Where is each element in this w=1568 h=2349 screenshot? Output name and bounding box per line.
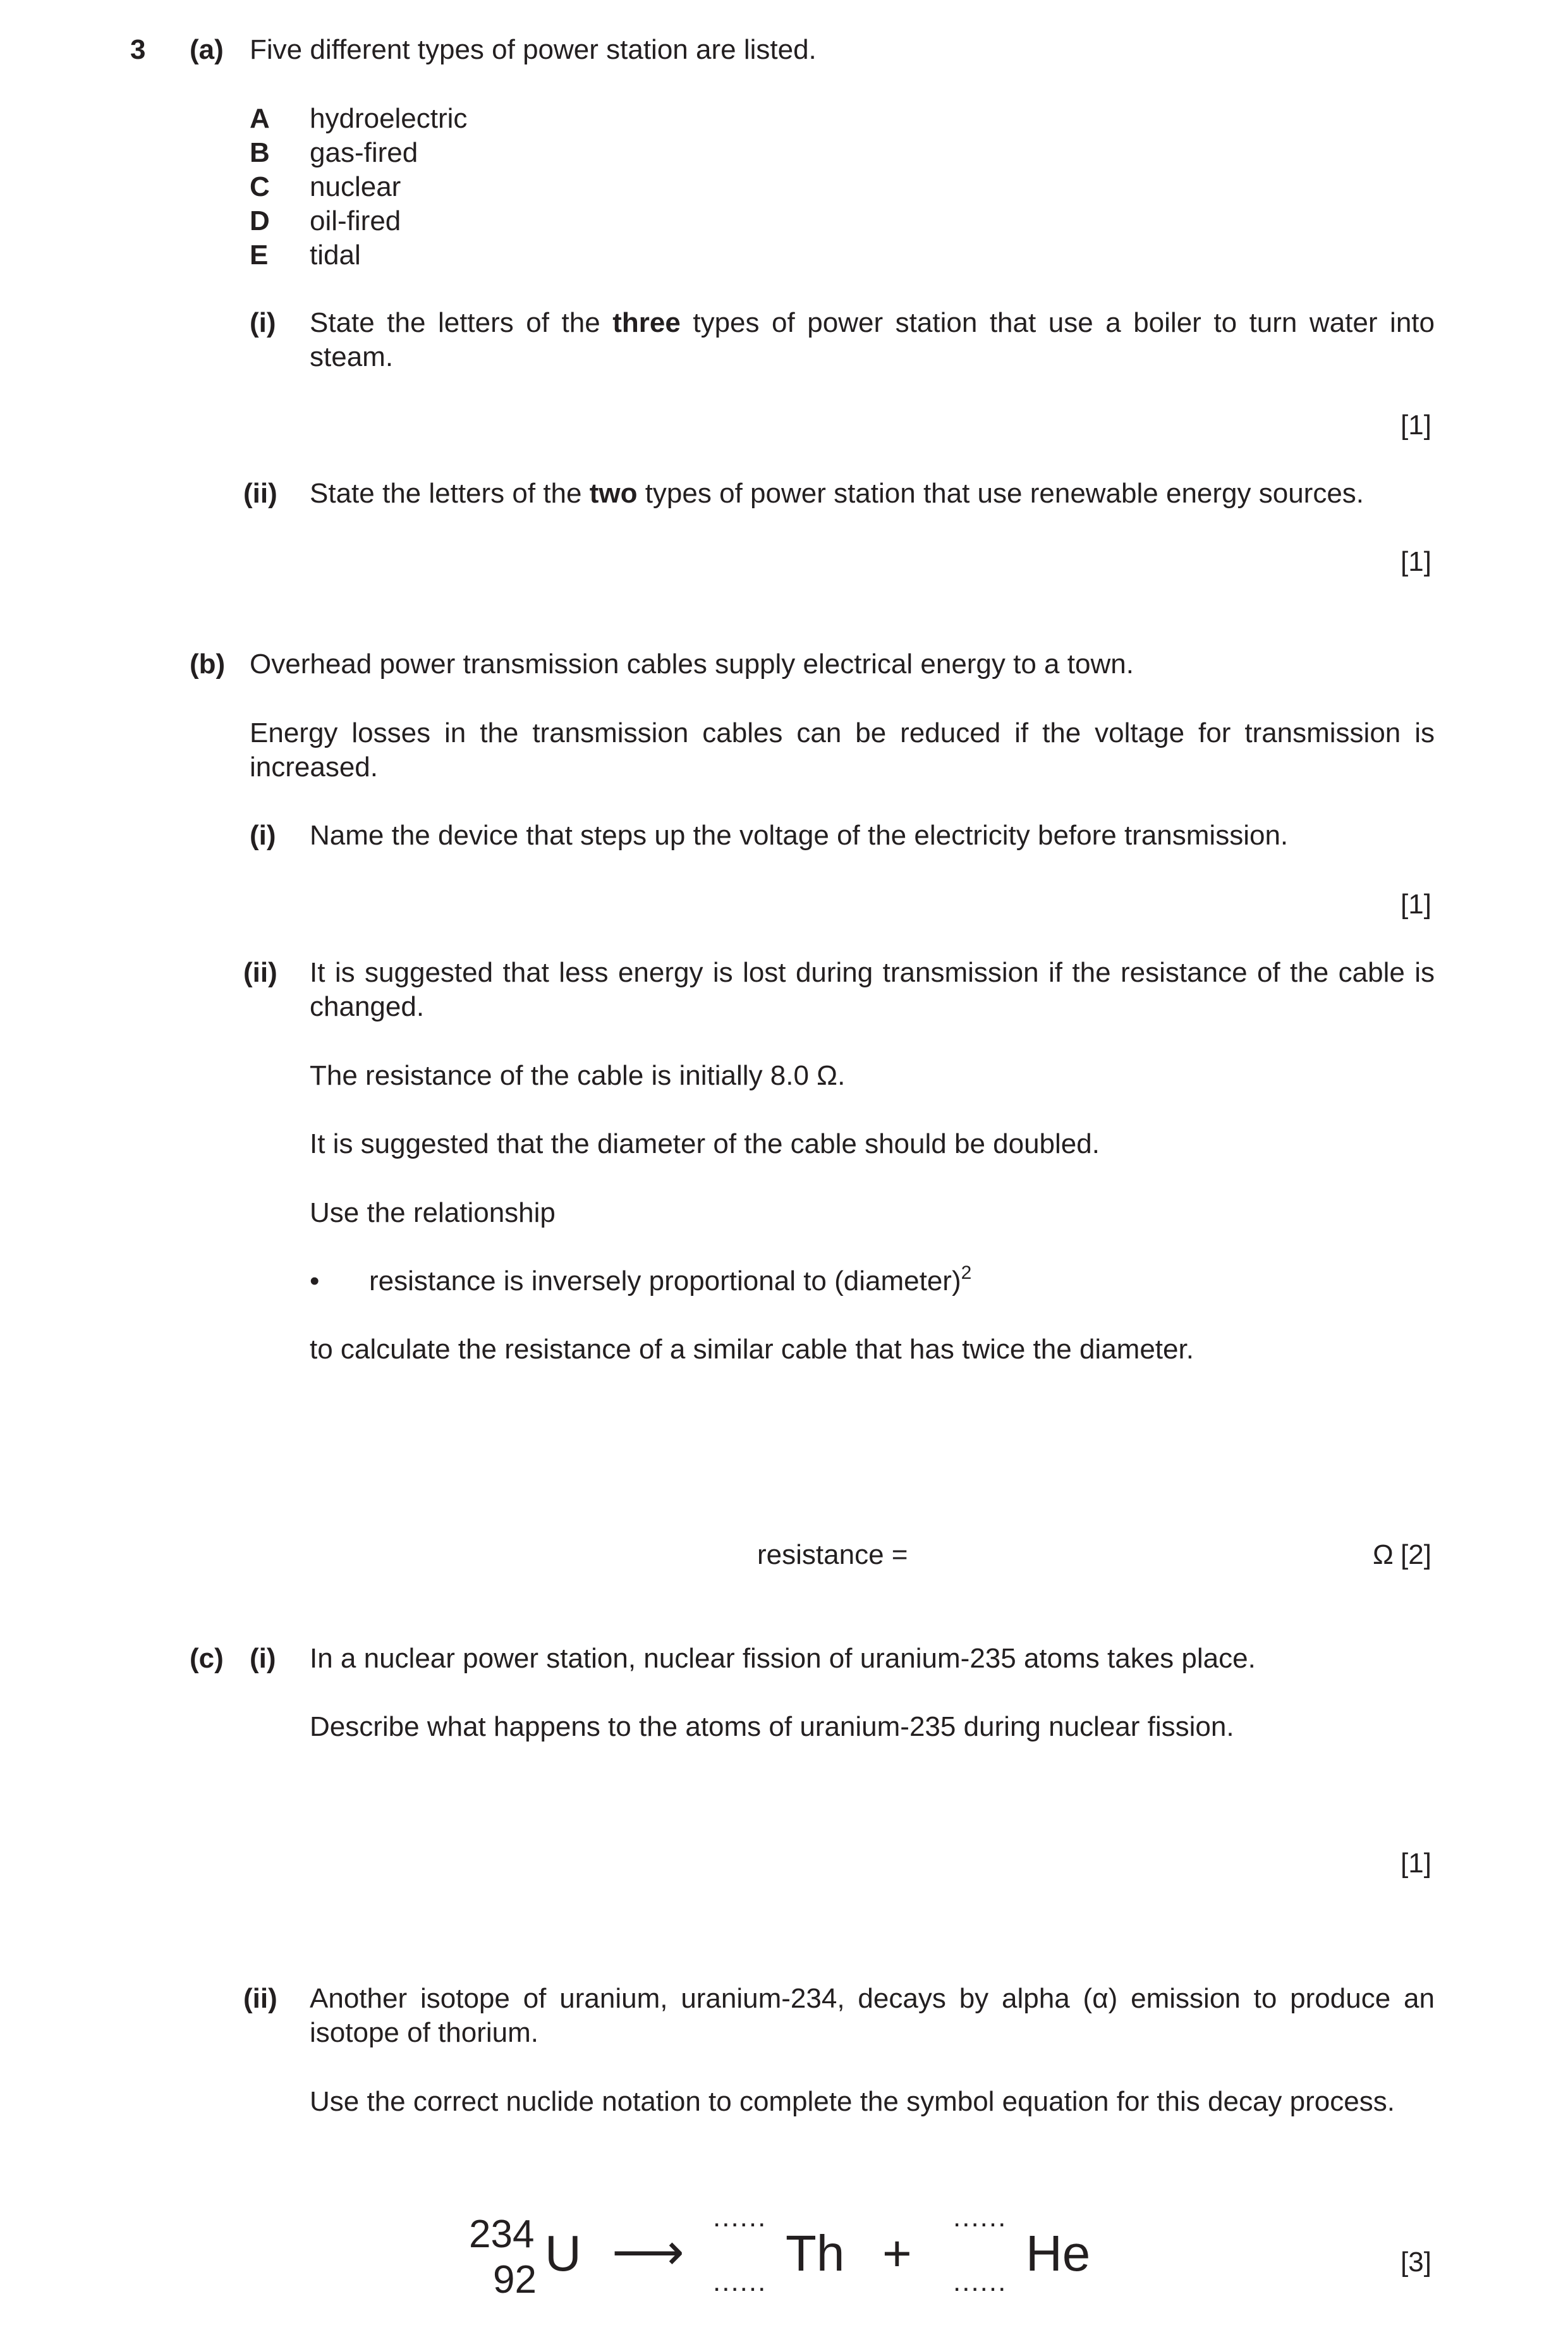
part-b-ii-label: (ii) — [243, 957, 277, 988]
option-text-c: nuclear — [310, 171, 401, 202]
part-b-ii-text-4: Use the relationship — [310, 1197, 556, 1228]
mark-c-ii: [3] — [1401, 2247, 1431, 2278]
part-c-label: (c) — [190, 1643, 224, 1674]
mark-b-i: [1] — [1401, 889, 1431, 920]
option-letter-c: C — [250, 171, 270, 202]
question-number: 3 — [130, 34, 146, 65]
thorium-symbol: Th — [786, 2225, 845, 2281]
part-c-i-text-1: In a nuclear power station, nuclear fission of uranium-235 atoms takes place. — [310, 1643, 1256, 1674]
option-text-d: oil-fired — [310, 205, 401, 236]
mark-a-ii: [1] — [1401, 546, 1431, 577]
part-b-ii-text-5: to calculate the resistance of a similar cable that has twice the diameter. — [310, 1334, 1194, 1365]
thorium-atomic-blank[interactable]: ...... — [713, 2266, 767, 2297]
option-text-b: gas-fired — [310, 137, 418, 168]
mark-a-i: [1] — [1401, 410, 1431, 441]
uranium-symbol: U — [545, 2225, 581, 2281]
part-b-ii-text-1: It is suggested that less energy is lost during transmission if the resistance of the cable is changed. — [310, 957, 1435, 1022]
uranium-mass-number: 234 — [469, 2212, 535, 2256]
resistance-unit: Ω — [1373, 1539, 1394, 1570]
helium-symbol: He — [1026, 2225, 1091, 2281]
option-letter-a: A — [250, 103, 270, 134]
part-c-ii-label: (ii) — [243, 1983, 277, 2014]
part-a-i-label: (i) — [250, 307, 276, 338]
part-b-stem-1: Overhead power transmission cables supply electrical energy to a town. — [250, 649, 1134, 680]
part-b-ii-text-3: It is suggested that the diameter of the cable should be doubled. — [310, 1128, 1100, 1159]
part-a-ii-label: (ii) — [243, 478, 277, 509]
part-b-i-question: Name the device that steps up the voltage of the electricity before transmission. — [310, 820, 1289, 851]
resistance-answer-label: resistance = — [757, 1539, 908, 1570]
part-b-i-label: (i) — [250, 820, 276, 851]
uranium-atomic-number: 92 — [493, 2258, 537, 2302]
option-letter-b: B — [250, 137, 270, 168]
mark-c-i: [1] — [1401, 1848, 1431, 1879]
part-c-ii-text-2: Use the correct nuclide notation to complete the symbol equation for this decay process. — [310, 2086, 1395, 2117]
thorium-mass-blank[interactable]: ...... — [713, 2202, 767, 2233]
reaction-arrow: ⟶ — [612, 2224, 684, 2280]
option-letter-e: E — [250, 240, 269, 271]
helium-atomic-blank[interactable]: ...... — [953, 2266, 1007, 2297]
part-c-i-text-2: Describe what happens to the atoms of uranium-235 during nuclear fission. — [310, 1711, 1234, 1742]
bullet-point: • — [310, 1266, 320, 1297]
part-b-ii-text-2: The resistance of the cable is initially 8.0 Ω. — [310, 1060, 846, 1091]
option-text-a: hydroelectric — [310, 103, 468, 134]
part-b-label: (b) — [190, 649, 226, 680]
option-letter-d: D — [250, 205, 270, 236]
plus-sign: + — [882, 2225, 912, 2281]
relationship-text: resistance is inversely proportional to (diameter)$^2$ — [369, 1262, 972, 1297]
helium-mass-blank[interactable]: ...... — [953, 2202, 1007, 2233]
part-a-stem: Five different types of power station are listed. — [250, 34, 817, 65]
part-c-i-label: (i) — [250, 1643, 276, 1674]
part-b-stem-2: Energy losses in the transmission cables can be reduced if the voltage for transmission is increased. — [250, 717, 1435, 783]
part-a-label: (a) — [190, 34, 224, 65]
mark-b-ii: [2] — [1401, 1539, 1431, 1570]
part-a-i-question: State the letters of the three types of power station that use a boiler to turn water into steam. — [310, 307, 1435, 372]
option-text-e: tidal — [310, 240, 361, 271]
part-a-ii-question: State the letters of the two types of power station that use renewable energy sources. — [310, 478, 1364, 509]
part-c-ii-text-1: Another isotope of uranium, uranium-234, decays by alpha (α) emission to produce an isotope of thorium. — [310, 1983, 1435, 2048]
